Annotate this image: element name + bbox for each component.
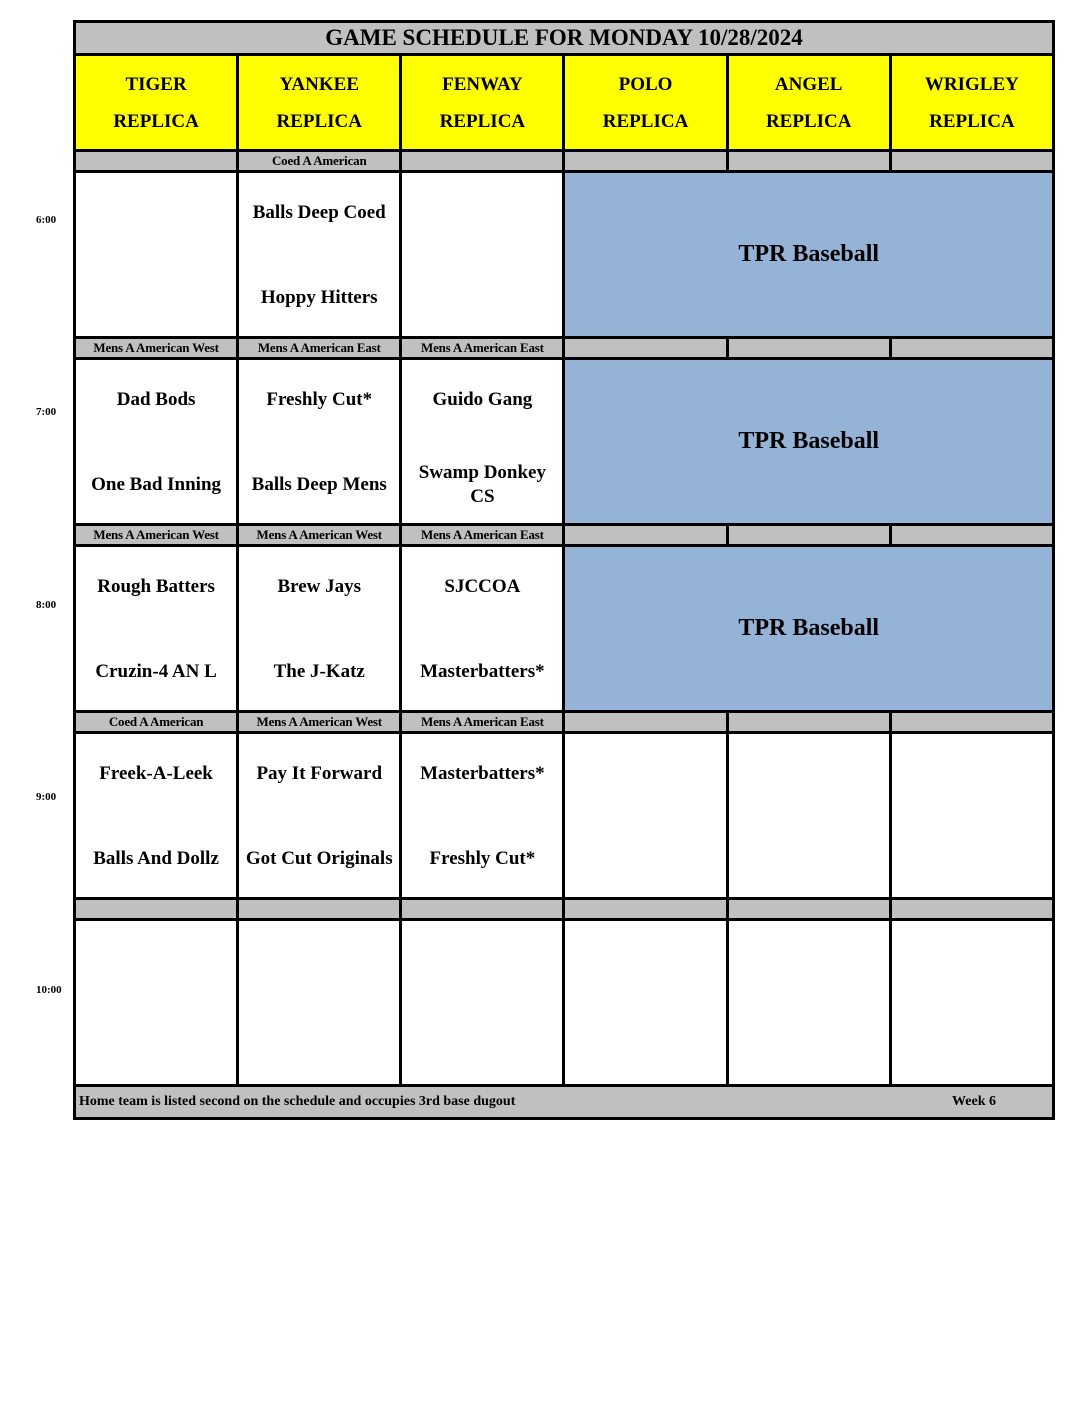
away-team: Dad Bods [116, 389, 196, 410]
away-team: Brew Jays [277, 576, 362, 597]
field-name: POLO [618, 73, 673, 95]
division-label: Mens A American East [401, 338, 564, 359]
week-label: Week 6 [952, 1094, 996, 1109]
field-name: ANGEL [774, 73, 843, 95]
division-label [890, 338, 1053, 359]
division-label [401, 151, 564, 172]
game-cell [238, 359, 401, 525]
field-sub: REPLICA [113, 110, 199, 132]
division-label: Mens A American East [238, 338, 401, 359]
field-name: TIGER [125, 73, 187, 95]
home-team: Balls And Dollz [93, 848, 219, 869]
game-cell [890, 920, 1053, 1086]
away-team: SJCCOA [444, 576, 521, 597]
game-row [75, 359, 1054, 525]
reserved-block: TPR Baseball [564, 172, 1054, 338]
division-label [75, 899, 238, 920]
home-team: The J-Katz [273, 661, 365, 682]
field-header [564, 55, 727, 151]
division-label [727, 712, 890, 733]
division-label: Mens A American East [401, 525, 564, 546]
away-team: Masterbatters* [420, 763, 545, 784]
home-team: Masterbatters* [420, 661, 545, 682]
game-cell [238, 920, 401, 1086]
division-row [75, 151, 1054, 172]
time-label: 10:00 [36, 984, 62, 996]
division-label [564, 151, 727, 172]
away-team: Guido Gang [432, 389, 533, 410]
home-team: Hoppy Hitters [260, 287, 378, 308]
field-sub: REPLICA [929, 110, 1015, 132]
home-team: Freshly Cut* [429, 848, 536, 869]
game-cell [564, 733, 727, 899]
division-label [890, 899, 1053, 920]
schedule-title: GAME SCHEDULE FOR MONDAY 10/28/2024 [75, 22, 1054, 55]
division-label [727, 151, 890, 172]
home-team: One Bad Inning [91, 474, 222, 495]
game-row [75, 733, 1054, 899]
reserved-block: TPR Baseball [564, 359, 1054, 525]
field-sub: REPLICA [765, 110, 852, 132]
division-label [890, 712, 1053, 733]
division-label [727, 338, 890, 359]
home-team: Got Cut Originals [245, 848, 393, 869]
division-row [75, 338, 1054, 359]
game-cell [75, 733, 238, 899]
footer [75, 1086, 1054, 1119]
division-row [75, 899, 1054, 920]
division-label [564, 712, 727, 733]
game-cell [75, 359, 238, 525]
game-cell [75, 920, 238, 1086]
division-label [727, 525, 890, 546]
time-label: 7:00 [36, 406, 57, 418]
division-label: Mens A American West [238, 525, 401, 546]
division-label [564, 899, 727, 920]
division-label: Mens A American West [75, 525, 238, 546]
time-label: 8:00 [36, 599, 57, 611]
home-team: Swamp Donkey CS [418, 462, 546, 507]
division-row [75, 712, 1054, 733]
reserved-block: TPR Baseball [564, 546, 1054, 712]
field-name: YANKEE [279, 73, 359, 95]
game-cell [727, 920, 890, 1086]
game-cell [401, 546, 564, 712]
footer-row [75, 1086, 1054, 1119]
division-label: Mens A American West [75, 338, 238, 359]
field-sub: REPLICA [276, 110, 362, 132]
schedule-table [73, 20, 1055, 1120]
away-team: Freek-A-Leek [99, 763, 213, 784]
division-label [727, 899, 890, 920]
game-cell [238, 172, 401, 338]
footer-note: Home team is listed second on the schedule and occupies 3rd base dugout [79, 1094, 516, 1109]
away-team: Balls Deep Coed [252, 202, 386, 223]
game-cell [890, 733, 1053, 899]
game-cell [401, 359, 564, 525]
game-row [75, 546, 1054, 712]
field-name: FENWAY [442, 73, 523, 95]
division-label [564, 338, 727, 359]
field-sub: REPLICA [439, 110, 526, 132]
time-label: 9:00 [36, 791, 57, 803]
title-row [75, 22, 1054, 55]
game-cell [401, 172, 564, 338]
game-cell [75, 546, 238, 712]
game-cell [727, 733, 890, 899]
division-label [401, 899, 564, 920]
home-team: Balls Deep Mens [251, 474, 387, 495]
field-header [727, 55, 890, 151]
division-label: Coed A American [75, 712, 238, 733]
division-label: Mens A American East [401, 712, 564, 733]
away-team: Rough Batters [97, 576, 215, 597]
game-row [75, 172, 1054, 338]
home-team: Cruzin-4 AN L [95, 661, 217, 682]
game-cell [401, 920, 564, 1086]
game-row [75, 920, 1054, 1086]
game-cell [564, 920, 727, 1086]
field-header [890, 55, 1053, 151]
field-name: WRIGLEY [924, 73, 1019, 95]
field-header [238, 55, 401, 151]
field-header [401, 55, 564, 151]
game-cell [75, 172, 238, 338]
division-label [75, 151, 238, 172]
division-label [890, 151, 1053, 172]
division-row [75, 525, 1054, 546]
division-label [238, 899, 401, 920]
game-cell [238, 733, 401, 899]
division-label [890, 525, 1053, 546]
field-sub: REPLICA [602, 110, 689, 132]
time-label: 6:00 [36, 214, 57, 226]
field-header-row [75, 55, 1054, 151]
away-team: Pay It Forward [256, 763, 383, 784]
division-label [564, 525, 727, 546]
division-label: Coed A American [238, 151, 401, 172]
game-cell [238, 546, 401, 712]
division-label: Mens A American West [238, 712, 401, 733]
away-team: Freshly Cut* [266, 389, 373, 410]
game-cell [401, 733, 564, 899]
field-header [75, 55, 238, 151]
